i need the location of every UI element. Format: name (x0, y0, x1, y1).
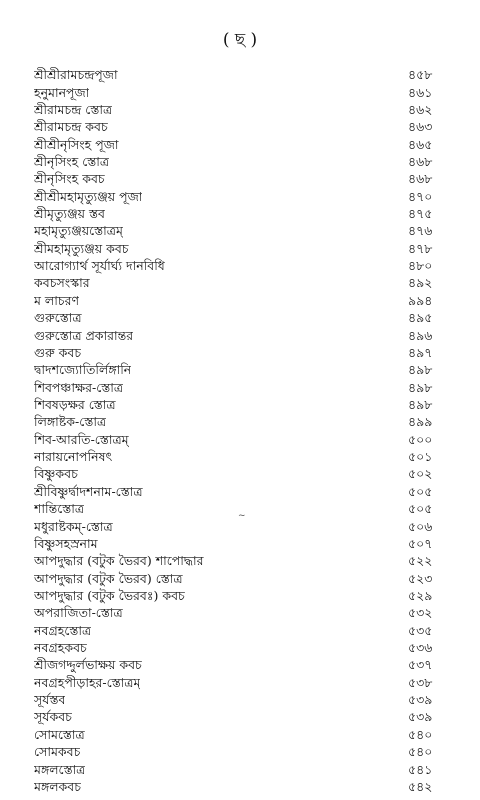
toc-entry-title: সূর্যকবচ (34, 709, 72, 725)
toc-entry-page: ৪৯৭ (408, 344, 433, 360)
toc-entry (34, 622, 442, 639)
toc-entry-page: ৪৯৮ (408, 379, 433, 395)
toc-entry (34, 83, 442, 100)
toc-entry-page: ৪৬৮ (408, 153, 433, 169)
toc-entry-page: ৫৩৬ (408, 640, 433, 656)
toc-entry (34, 170, 442, 187)
toc-entry-page: ৫৩৮ (408, 674, 433, 690)
toc-entry (34, 587, 442, 604)
toc-entry (34, 535, 442, 552)
page-header (0, 30, 480, 50)
toc-entry (34, 778, 442, 795)
toc-entry (34, 274, 442, 291)
toc-entry-page: ৪৭০ (408, 188, 433, 204)
toc-entry-page: ৪৬৩ (408, 119, 433, 135)
toc-entry-page: ৪৬২ (408, 101, 433, 117)
toc-entry-title: নবগ্রহপীড়াহর-স্তোত্রম্ (34, 674, 141, 690)
toc-entry-title: শিবপঞ্চাক্ষর-স্তোত্র (34, 379, 124, 395)
toc-entry (34, 205, 442, 222)
toc-entry-title: শিব-আরতি-স্তোত্রম্ (34, 431, 129, 447)
toc-entry (34, 639, 442, 656)
toc-entry-page: ৯৯৪ (408, 292, 433, 308)
toc-entry (34, 604, 442, 621)
toc-entry-title: আপদুদ্ধার (বটুক ভৈরবঃ) কবচ (34, 587, 185, 603)
toc-entry (34, 326, 442, 343)
toc-entry-page: ৪৬৫ (408, 136, 433, 152)
toc-entry-page: ৪৯৬ (408, 327, 433, 343)
toc-entry-page: ৫২২ (408, 553, 433, 569)
toc-entry-title: দ্বাদশজ্যোতির্লিঙ্গানি (34, 362, 132, 378)
toc-entry-page: ৪৯২ (408, 275, 433, 291)
toc-entry (34, 465, 442, 482)
toc-entry (34, 101, 442, 118)
toc-entry-page: ৫০০ (408, 431, 433, 447)
toc-entry-page: ৪৯৮ (408, 397, 433, 412)
toc-entry-title: আপদুদ্ধার (বটুক ভৈরব) শাপোদ্ধার (34, 553, 204, 569)
toc-entry (34, 153, 442, 170)
toc-entry (34, 222, 442, 239)
toc-entry (34, 378, 442, 395)
toc-entry-page: ৫০৫ (408, 483, 433, 499)
toc-entry-page: ৫২৩ (408, 570, 433, 586)
toc-entry-page: ৪৬১ (408, 84, 433, 100)
toc-entry-page: ৪৯৯ (408, 414, 433, 430)
toc-entry-title: কবচসংস্কার (34, 275, 90, 291)
toc-entry (34, 743, 442, 760)
toc-entry-title: গুরু কবচ (34, 344, 82, 360)
toc-entry-page: ৫৩৯ (408, 692, 433, 708)
toc-entry-title: শ্রীরামচন্দ্র স্তোত্র (34, 101, 113, 117)
toc-entry (34, 674, 442, 691)
toc-entry-page: ৫৩৭ (408, 657, 433, 673)
toc-entry-page: ৫৪০ (408, 744, 433, 760)
toc-entry-title: ম লাচরণ (34, 292, 80, 308)
toc-entry (34, 344, 442, 361)
toc-entry (34, 309, 442, 326)
toc-entry-title: আপদুদ্ধার (বটুক ভৈরব) স্তোত্র (34, 570, 183, 586)
toc-entry-page: ৪৯৫ (408, 310, 433, 326)
toc-entry-title: শ্রীমহামৃত্যুঞ্জয় কবচ (34, 240, 129, 256)
toc-entry-title: শ্রীশ্রীমহামৃত্যুঞ্জয় পূজা (34, 188, 143, 204)
toc-entry-title: নারায়নোপনিষৎ (34, 449, 113, 465)
toc-entry-page: ৫২৯ (408, 587, 433, 603)
toc-entry (34, 396, 442, 413)
toc-entry (34, 726, 442, 743)
toc-entry-page: ৪৭৫ (408, 206, 433, 222)
toc-entry (34, 569, 442, 586)
toc-entry (34, 431, 442, 448)
toc-entry-title: গুরুস্তোত্র (34, 310, 82, 326)
toc-entry (34, 708, 442, 725)
toc-entry-title: শ্রীনৃসিংহ কবচ (34, 171, 105, 187)
toc-entry-title: সূর্যস্তব (34, 692, 66, 708)
toc-entry (34, 448, 442, 465)
toc-entry-title: হনুমানপূজা (34, 84, 90, 100)
toc-entry-title: শিবষড়ক্ষর স্তোত্র (34, 397, 116, 412)
toc-entry-title: সোমকবচ (34, 744, 81, 760)
toc-entry-title: সোমস্তোত্র (34, 726, 85, 742)
toc-entry-page: ৪৫৮ (408, 67, 433, 83)
toc-entry-title: শান্তিস্তোত্র (34, 501, 85, 517)
toc-entry-page: ৪৯৮ (408, 362, 433, 378)
toc-entry-page: ৫৪১ (408, 761, 433, 777)
toc-entry-page: ৪৭৬ (408, 223, 433, 239)
toc-entry (34, 361, 442, 378)
toc-entry (34, 135, 442, 152)
toc-entry-page: ৫০৬ (408, 518, 433, 534)
toc-entry-page: ৪৮০ (408, 258, 433, 274)
toc-entry-title: মহামৃত্যুঞ্জয়স্তোত্রম্ (34, 223, 123, 239)
toc-entry-title: মঙ্গলস্তোত্র (34, 761, 86, 777)
toc-entry-title: লিঙ্গাষ্টক-স্তোত্র (34, 414, 107, 430)
toc-entry-title: গুরুস্তোত্র প্রকারান্তর (34, 327, 134, 343)
toc-entry-title: নবগ্রহস্তোত্র (34, 622, 92, 638)
toc-entry-page: ৫৩৫ (408, 622, 433, 638)
toc-entry (34, 240, 442, 257)
toc-entry-title: বিষ্ণুসহস্রনাম (34, 535, 98, 551)
toc-entry (34, 118, 442, 135)
stray-mark: ~ (238, 511, 246, 521)
toc-entry-title: শ্রীবিষ্ণুর্দ্বাদশনাম-স্তোত্র (34, 483, 143, 499)
toc-entry-title: শ্রীনৃসিংহ স্তোত্র (34, 153, 110, 169)
section-label: ( ছ ) (222, 30, 258, 50)
toc-entry-page: ৪৭৮ (408, 240, 433, 256)
toc-entry-title: আরোগ্যার্থ সূর্যার্ঘ্য দানবিধি (34, 258, 165, 274)
toc-entry-title: শ্রীরামচন্দ্র কবচ (34, 119, 108, 135)
toc-entry (34, 188, 442, 205)
toc-entry-title: শ্রীমৃত্যুঞ্জয় স্তব (34, 206, 105, 222)
toc-entry-title: মধুরাষ্টকম্-স্তোত্র (34, 518, 113, 534)
toc-entry-page: ৫০১ (408, 449, 433, 465)
toc-entry-page: ৫০২ (408, 466, 433, 482)
toc-entry (34, 691, 442, 708)
toc-entry (34, 66, 442, 83)
table-of-contents (34, 66, 442, 795)
toc-entry (34, 483, 442, 500)
toc-entry-page: ৫৩৯ (408, 709, 433, 725)
toc-entry-page: ৫০৭ (408, 535, 433, 551)
toc-entry (34, 760, 442, 777)
toc-entry (34, 656, 442, 673)
toc-entry-title: বিষ্ণুকবচ (34, 466, 78, 482)
toc-entry (34, 413, 442, 430)
toc-entry-title: শ্রীজগদ্দুর্লভাক্ষয় কবচ (34, 657, 142, 673)
toc-entry-page: ৫৩২ (408, 605, 433, 621)
toc-entry-title: অপরাজিতা-স্তোত্র (34, 605, 123, 621)
toc-entry-title: শ্রীশ্রীনৃসিংহ পূজা (34, 136, 119, 152)
toc-entry-page: ৫০৫ (408, 501, 433, 517)
toc-entry (34, 292, 442, 309)
toc-entry-page: ৫৪২ (408, 778, 433, 794)
toc-entry (34, 552, 442, 569)
toc-entry-page: ৫৪০ (408, 726, 433, 742)
toc-entry-title: নবগ্রহকবচ (34, 640, 87, 656)
toc-entry-title: মঙ্গলকবচ (34, 778, 81, 794)
toc-entry-page: ৪৬৮ (408, 171, 433, 187)
toc-entry (34, 257, 442, 274)
toc-entry-title: শ্রীশ্রীরামচন্দ্রপূজা (34, 67, 118, 83)
